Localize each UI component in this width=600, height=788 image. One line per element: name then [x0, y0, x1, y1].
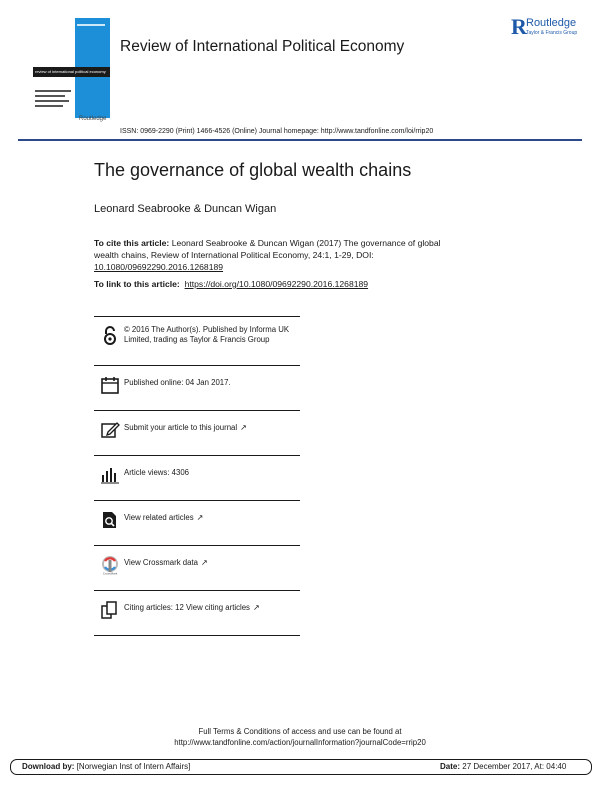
routledge-tagline: Taylor & Francis Group [526, 30, 578, 36]
crossmark-link[interactable]: View Crossmark data [124, 558, 198, 567]
views-text: Article views: 4306 [124, 468, 190, 477]
published-row [94, 366, 300, 411]
routledge-name: Routledge [526, 17, 577, 29]
journal-homepage-link[interactable]: http://www.tandfonline.com/loi/rrip20 [320, 128, 434, 135]
cite-doi-link[interactable]: 10.1080/09692290.2016.1268189 [94, 262, 224, 272]
journal-cover-image [33, 18, 110, 118]
journal-title: Review of International Political Economy [120, 38, 405, 55]
crossmark-row[interactable] [94, 546, 300, 591]
cite-label: To cite this article: [94, 238, 170, 248]
related-row[interactable] [94, 501, 300, 546]
terms-footer [0, 726, 600, 748]
external-link-icon: ↗ [240, 423, 247, 432]
article-info-list [94, 316, 300, 636]
views-row [94, 456, 300, 501]
article-link-line [94, 279, 368, 289]
downloaded-by: Download by: [Norwegian Inst of Intern Affairs] [22, 762, 191, 771]
related-articles-link[interactable]: View related articles [124, 513, 194, 522]
terms-line-1: Full Terms & Conditions of access and use can be found at [198, 727, 402, 736]
citing-row[interactable] [94, 591, 300, 636]
submit-row[interactable] [94, 411, 300, 456]
routledge-mark: R [511, 14, 527, 39]
license-row [94, 316, 300, 366]
article-authors: Leonard Seabrooke & Duncan Wigan [94, 203, 277, 215]
published-text: Published online: 04 Jan 2017. [124, 378, 231, 387]
open-access-icon [100, 326, 120, 346]
routledge-logo [511, 16, 591, 40]
doi-link[interactable]: https://doi.org/10.1080/09692290.2016.1268189 [184, 279, 369, 289]
link-label: To link to this article: [94, 279, 180, 289]
crossmark-icon [100, 555, 120, 575]
citation-block [94, 237, 454, 273]
cite-text: Leonard Seabrooke & Duncan Wigan (2017) The governance of global wealth chains, Review of International Political Economy, 24:1, 1-29, DOI: [94, 238, 441, 260]
related-articles-icon [100, 510, 120, 530]
calendar-icon [100, 375, 120, 395]
article-title: The governance of global wealth chains [94, 160, 412, 180]
issn-line: ISSN: 0969-2290 (Print) 1466-4526 (Online) Journal homepage: http://www.tandfonline.com/loi/rrip20 [120, 128, 434, 135]
external-link-icon: ↗ [252, 603, 260, 612]
terms-url[interactable]: http://www.tandfonline.com/action/journalInformation?journalCode=rrip20 [174, 738, 426, 747]
citing-articles-link[interactable]: Citing articles: 12 View citing articles [124, 603, 250, 612]
external-link-icon: ↗ [200, 558, 208, 567]
citing-articles-icon [100, 600, 120, 620]
bar-chart-icon [100, 465, 120, 485]
cover-routledge-logo: Routledge [79, 116, 107, 122]
submit-link[interactable]: Submit your article to this journal [124, 423, 238, 432]
header-divider [18, 139, 582, 141]
edit-icon [100, 420, 120, 440]
download-date: Date: 27 December 2017, At: 04:40 [440, 762, 567, 771]
svg-text:CrossMark: CrossMark [102, 571, 118, 575]
cover-band-text: review of international political economy [35, 69, 106, 74]
license-text: © 2016 The Author(s). Published by Informa UK Limited, trading as Taylor & Francis Group [124, 325, 290, 344]
external-link-icon: ↗ [196, 513, 204, 522]
